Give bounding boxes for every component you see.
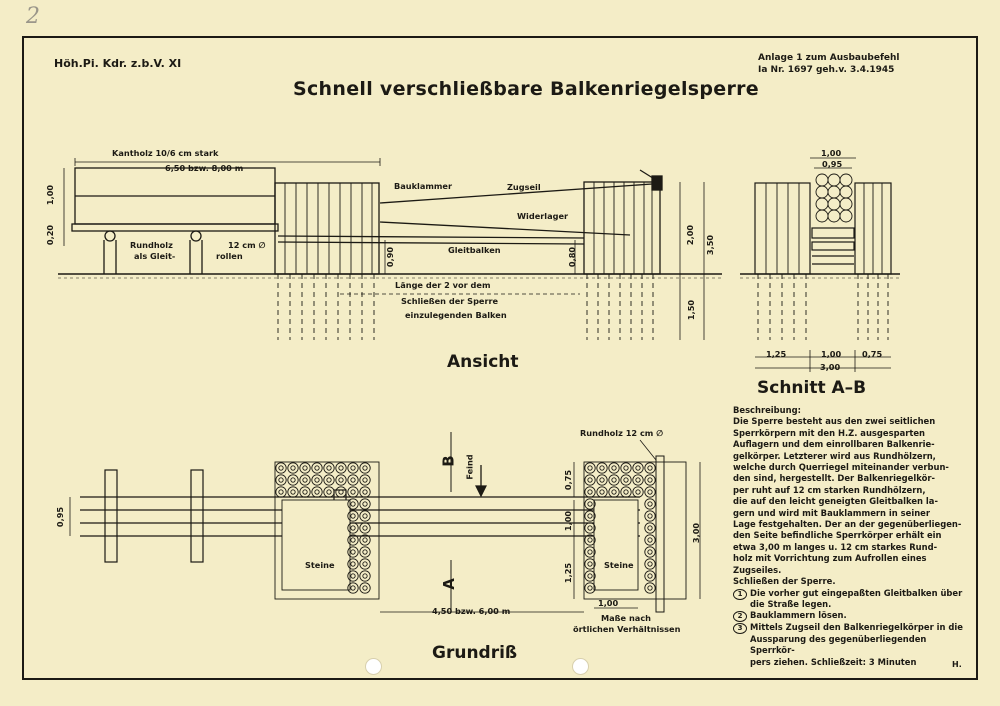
log-ring: [363, 562, 367, 566]
log-ring: [612, 478, 616, 482]
log-circle: [324, 487, 334, 497]
log-circle: [324, 463, 334, 473]
label-rollen: rollen: [216, 251, 243, 261]
log-ring: [351, 562, 355, 566]
log-circle: [336, 487, 346, 497]
log-circle: [360, 559, 370, 569]
log-circle: [360, 571, 370, 581]
label-gleitbalken: Gleitbalken: [448, 245, 501, 255]
schnitt-dim-top-100: 1,00: [821, 148, 842, 158]
label-length-ansicht: 6,50 bzw. 8,00 m: [165, 163, 244, 173]
description-line: Lage festgehalten. Der an der gegenüberliegen-: [733, 519, 962, 530]
log-circle: [645, 547, 655, 557]
closing-step: [733, 622, 973, 668]
log-ring: [339, 478, 343, 482]
log-ring: [303, 466, 307, 470]
log-ring: [588, 502, 592, 506]
log-circle: [621, 463, 631, 473]
log-ring: [315, 490, 319, 494]
label-widerlager: Widerlager: [517, 211, 569, 221]
log-ring: [624, 490, 628, 494]
unit-label: Höh.Pi. Kdr. z.b.V. XI: [54, 57, 182, 70]
dim-2-00: 2,00: [685, 224, 696, 246]
log-ring: [303, 478, 307, 482]
closing-heading: Schließen der Sperre.: [733, 576, 836, 587]
log-circle: [585, 571, 595, 581]
log-circle: [360, 535, 370, 545]
log-circle: [312, 475, 322, 485]
description-line: Auflagern und dem einrollbaren Balkenrie-: [733, 439, 935, 450]
log-ring: [648, 550, 652, 554]
log-circle: [300, 487, 310, 497]
dim-1-50: 1,50: [686, 299, 697, 321]
annex-line-1: Anlage 1 zum Ausbaubefehl: [758, 53, 900, 63]
description-heading: Beschreibung:: [733, 405, 801, 415]
label-steine-left: Steine: [305, 560, 335, 570]
log-circle: [348, 511, 358, 521]
log-ring: [648, 562, 652, 566]
log-ring: [600, 478, 604, 482]
section-mark-A: A: [439, 578, 458, 590]
log-ring: [363, 538, 367, 542]
closing-steps: [733, 588, 973, 668]
log-ring: [588, 490, 592, 494]
log-ring: [612, 490, 616, 494]
schnitt-dim-mid-100: 1,00: [821, 349, 842, 359]
log-circle: [348, 571, 358, 581]
step-line: Aussparung des gegenüberliegenden Sperrkör-: [750, 633, 927, 656]
dim-1-00-plan-h: 1,00: [598, 598, 619, 608]
log-ring: [363, 586, 367, 590]
log-ring: [648, 574, 652, 578]
log-ring: [339, 490, 343, 494]
log-ring: [291, 478, 295, 482]
log-ring: [363, 478, 367, 482]
log-circle: [348, 559, 358, 569]
author-initial: H.: [952, 660, 962, 669]
log-ring: [327, 478, 331, 482]
note-line-1: Länge der 2 vor dem: [395, 280, 491, 290]
log-ring: [291, 490, 295, 494]
log-circle: [585, 511, 595, 521]
log-ring: [648, 586, 652, 590]
log-circle: [348, 463, 358, 473]
dim-length-plan: 4,50 bzw. 6,00 m: [432, 606, 511, 616]
log-ring: [588, 526, 592, 530]
dim-0-90: 0,90: [385, 246, 396, 268]
schnitt-dim-075: 0,75: [862, 349, 883, 359]
schnitt-dim-top-095: 0,95: [822, 159, 843, 169]
log-ring: [588, 562, 592, 566]
log-circle: [336, 463, 346, 473]
step-number-circle: 1: [733, 589, 747, 600]
log-circle: [585, 475, 595, 485]
log-ring: [339, 466, 343, 470]
log-ring: [588, 550, 592, 554]
log-circle: [324, 475, 334, 485]
log-ring: [351, 466, 355, 470]
log-circle: [360, 583, 370, 593]
step-line: Mittels Zugseil den Balkenriegelkörper in die: [750, 622, 963, 633]
corner-pencil-mark: 2: [26, 4, 40, 29]
step-text: [750, 622, 973, 668]
log-circle: [360, 475, 370, 485]
description-line: holz mit Vorrichtung zum Aufrollen eines: [733, 553, 927, 564]
description-line: per ruht auf 12 cm starken Rundhölzern,: [733, 484, 926, 495]
label-zugseil: Zugseil: [507, 182, 541, 192]
log-circle: [348, 523, 358, 533]
log-circle: [348, 487, 358, 497]
log-circle: [645, 559, 655, 569]
log-circle: [585, 547, 595, 557]
log-ring: [648, 478, 652, 482]
step-text: [750, 610, 847, 622]
label-rundholz: Rundholz: [130, 240, 173, 250]
log-circle: [348, 547, 358, 557]
log-circle: [288, 487, 298, 497]
log-circle: [609, 463, 619, 473]
log-ring: [303, 490, 307, 494]
schnitt-dim-125: 1,25: [766, 349, 787, 359]
log-circle: [645, 535, 655, 545]
log-circle: [312, 487, 322, 497]
closing-step: [733, 610, 973, 622]
step-line: Die vorher gut eingepaßten Gleitbalken über: [750, 587, 963, 598]
log-ring: [648, 526, 652, 530]
log-ring: [279, 490, 283, 494]
description-line: Sperrkörpern mit den H.Z. ausgesparten: [733, 427, 925, 438]
log-ring: [363, 550, 367, 554]
step-line: pers ziehen. Schließzeit: 3 Minuten: [750, 656, 917, 667]
annex-line-2: Ia Nr. 1697 geh.v. 3.4.1945: [758, 65, 895, 75]
note-masse-1: Maße nach: [601, 613, 652, 623]
description-line: gelkörper. Letzterer wird aus Rundhölzern,: [733, 450, 936, 461]
log-circle: [360, 499, 370, 509]
log-circle: [360, 523, 370, 533]
log-circle: [645, 511, 655, 521]
log-ring: [648, 502, 652, 506]
log-ring: [315, 466, 319, 470]
label-bauklammer: Bauklammer: [394, 181, 453, 191]
log-circle: [336, 475, 346, 485]
closing-step: [733, 588, 973, 611]
label-feind: Feind: [464, 454, 475, 480]
log-circle: [360, 511, 370, 521]
log-circle: [348, 499, 358, 509]
log-circle: [645, 499, 655, 509]
log-ring: [588, 466, 592, 470]
log-ring: [588, 574, 592, 578]
section-mark-B: B: [439, 455, 458, 467]
note-line-3: einzulegenden Balken: [405, 310, 507, 320]
log-ring: [624, 478, 628, 482]
log-ring: [600, 466, 604, 470]
log-circle: [621, 487, 631, 497]
dim-0-95-plan: 0,95: [55, 506, 66, 528]
log-ring: [351, 550, 355, 554]
log-ring: [291, 466, 295, 470]
log-ring: [351, 478, 355, 482]
log-ring: [351, 574, 355, 578]
log-ring: [351, 514, 355, 518]
log-circle: [585, 499, 595, 509]
log-ring: [279, 478, 283, 482]
log-ring: [648, 538, 652, 542]
log-ring: [363, 514, 367, 518]
log-ring: [315, 478, 319, 482]
log-circle: [300, 475, 310, 485]
dim-3-50: 3,50: [705, 234, 716, 256]
log-circle: [348, 475, 358, 485]
log-circle: [585, 463, 595, 473]
log-ring: [351, 538, 355, 542]
log-ring: [624, 466, 628, 470]
log-ring: [351, 586, 355, 590]
log-ring: [363, 526, 367, 530]
label-steine-right: Steine: [604, 560, 634, 570]
log-circle: [645, 463, 655, 473]
step-text: [750, 588, 962, 611]
log-circle: [348, 583, 358, 593]
description-line: Zugseiles.: [733, 564, 782, 575]
dim-1-25-plan: 1,25: [563, 562, 574, 584]
dim-1-00-left: 1,00: [45, 184, 56, 206]
log-circle: [585, 487, 595, 497]
log-ring: [363, 502, 367, 506]
log-ring: [588, 586, 592, 590]
log-circle: [312, 463, 322, 473]
log-circle: [288, 463, 298, 473]
description-line: den sind, hergestellt. Der Balkenriegelkör-: [733, 473, 935, 484]
step-number-circle: 3: [733, 623, 747, 634]
label-gleit: als Gleit-: [134, 251, 176, 261]
log-ring: [363, 490, 367, 494]
log-ring: [363, 574, 367, 578]
dim-0-80: 0,80: [567, 246, 578, 268]
log-circle: [645, 523, 655, 533]
log-circle: [276, 475, 286, 485]
note-masse-2: örtlichen Verhältnissen: [573, 624, 681, 634]
log-ring: [648, 490, 652, 494]
log-circle: [597, 487, 607, 497]
dim-3-00-plan: 3,00: [691, 522, 702, 544]
log-circle: [276, 463, 286, 473]
description-block: [733, 405, 973, 668]
step-line: Bauklammern lösen.: [750, 610, 847, 621]
log-circle: [645, 583, 655, 593]
log-circle: [609, 475, 619, 485]
log-ring: [636, 490, 640, 494]
log-circle: [585, 583, 595, 593]
log-circle: [288, 475, 298, 485]
step-number-circle: 2: [733, 611, 747, 622]
view-title-grundriss: Grundriß: [432, 643, 518, 663]
log-circle: [645, 475, 655, 485]
log-circle: [360, 547, 370, 557]
log-circle: [633, 463, 643, 473]
label-rollen-dia: 12 cm ∅: [228, 240, 266, 250]
log-ring: [648, 466, 652, 470]
log-circle: [585, 559, 595, 569]
description-line: die auf den leicht geneigten Gleitbalken la-: [733, 496, 938, 507]
log-circle: [360, 463, 370, 473]
schnitt-dim-300: 3,00: [820, 362, 841, 372]
log-ring: [648, 514, 652, 518]
log-circle: [633, 487, 643, 497]
log-ring: [351, 502, 355, 506]
description-body: [733, 416, 973, 576]
log-circle: [645, 487, 655, 497]
log-ring: [636, 478, 640, 482]
drawing-title: Schnell verschließbare Balkenriegelsperre: [293, 78, 759, 100]
log-circle: [300, 463, 310, 473]
description-line: Die Sperre besteht aus den zwei seitlichen: [733, 416, 936, 427]
log-ring: [327, 466, 331, 470]
log-circle: [609, 487, 619, 497]
log-circle: [276, 487, 286, 497]
log-ring: [600, 490, 604, 494]
dim-0-75-plan: 0,75: [563, 469, 574, 491]
log-ring: [351, 490, 355, 494]
note-line-2: Schließen der Sperre: [401, 296, 499, 306]
description-line: gern und wird mit Bauklammern in seiner: [733, 507, 930, 518]
log-circle: [585, 523, 595, 533]
description-line: etwa 3,00 m langes u. 12 cm starkes Rund-: [733, 541, 938, 552]
step-line: die Straße legen.: [750, 598, 832, 609]
dim-1-00-plan-v: 1,00: [563, 510, 574, 532]
log-circle: [597, 475, 607, 485]
description-line: welche durch Querriegel miteinander verbun-: [733, 462, 949, 473]
log-circle: [348, 535, 358, 545]
description-line: den Seite befindliche Sperrkörper erhält ein: [733, 530, 942, 541]
log-ring: [588, 478, 592, 482]
label-rundholz-plan: Rundholz 12 cm ∅: [580, 428, 664, 438]
label-kantholz: Kantholz 10/6 cm stark: [112, 148, 219, 158]
log-ring: [363, 466, 367, 470]
log-ring: [636, 466, 640, 470]
log-circle: [633, 475, 643, 485]
view-title-schnitt: Schnitt A–B: [757, 378, 867, 398]
log-ring: [279, 466, 283, 470]
log-circle: [360, 487, 370, 497]
log-ring: [588, 514, 592, 518]
view-title-ansicht: Ansicht: [447, 352, 519, 372]
log-circle: [597, 463, 607, 473]
log-ring: [612, 466, 616, 470]
log-ring: [588, 538, 592, 542]
dim-0-20-left: 0,20: [45, 224, 56, 246]
log-circle: [585, 535, 595, 545]
log-circle: [621, 475, 631, 485]
log-circle: [645, 571, 655, 581]
log-ring: [351, 526, 355, 530]
log-ring: [327, 490, 331, 494]
